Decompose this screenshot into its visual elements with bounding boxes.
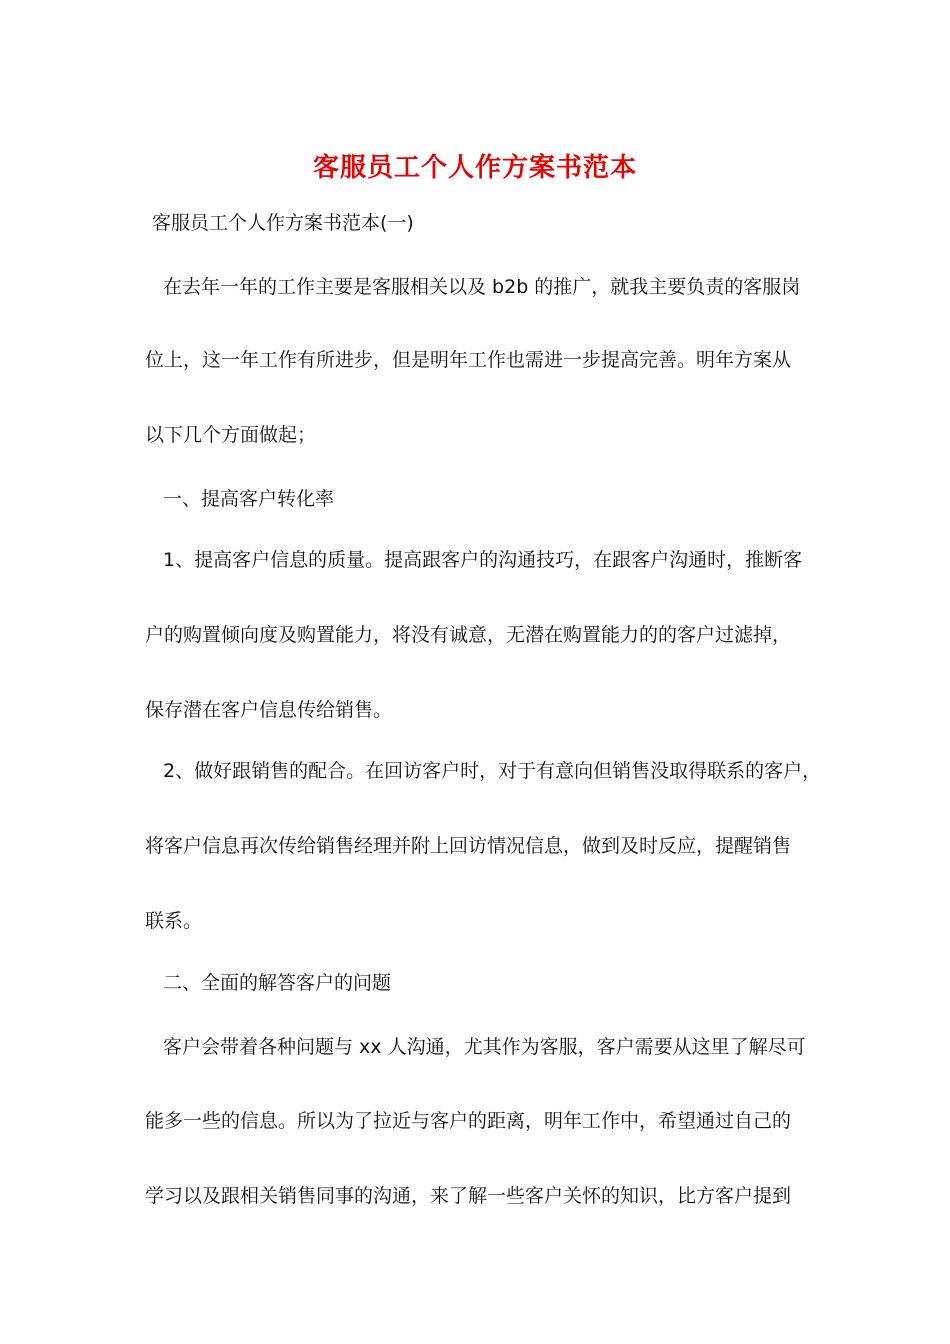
paragraph-line: 联系。 bbox=[145, 910, 203, 932]
document-title: 客服员工个人作方案书范本 bbox=[312, 153, 637, 183]
paragraph-line: 能多一些的信息。所以为了拉近与客户的距离，明年工作中，希望通过自己的 bbox=[145, 1110, 792, 1132]
paragraph-line: 1、提高客户信息的质量。提高跟客户的沟通技巧，在跟客户沟通时，推断客 bbox=[163, 549, 803, 571]
paragraph-line: 户的购置倾向度及购置能力，将没有诚意，无潜在购置能力的的客户过滤掉， bbox=[145, 624, 792, 646]
paragraph-line: 2、做好跟销售的配合。在回访客户时，对于有意向但销售没取得联系的客户， bbox=[163, 760, 822, 782]
section-heading: 二、全面的解答客户的问题 bbox=[163, 972, 392, 994]
paragraph-line: 位上，这一年工作有所进步，但是明年工作也需进一步提高完善。明年方案从 bbox=[145, 349, 792, 371]
paragraph-line: 客户会带着各种问题与 xx 人沟通，尤其作为客服，客户需要从这里了解尽可 bbox=[163, 1036, 806, 1058]
paragraph-line: 在去年一年的工作主要是客服相关以及 b2b 的推广，就我主要负责的客服岗 bbox=[163, 276, 801, 298]
paragraph-line: 将客户信息再次传给销售经理并附上回访情况信息，做到及时反应，提醒销售 bbox=[145, 835, 792, 857]
paragraph-line: 保存潜在客户信息传给销售。 bbox=[145, 699, 393, 721]
section-heading: 一、提高客户转化率 bbox=[163, 488, 335, 510]
document-subtitle: 客服员工个人作方案书范本(一) bbox=[152, 212, 414, 234]
paragraph-line: 以下几个方面做起； bbox=[145, 424, 317, 446]
paragraph-line: 学习以及跟相关销售同事的沟通，来了解一些客户关怀的知识，比方客户提到 bbox=[145, 1185, 792, 1207]
